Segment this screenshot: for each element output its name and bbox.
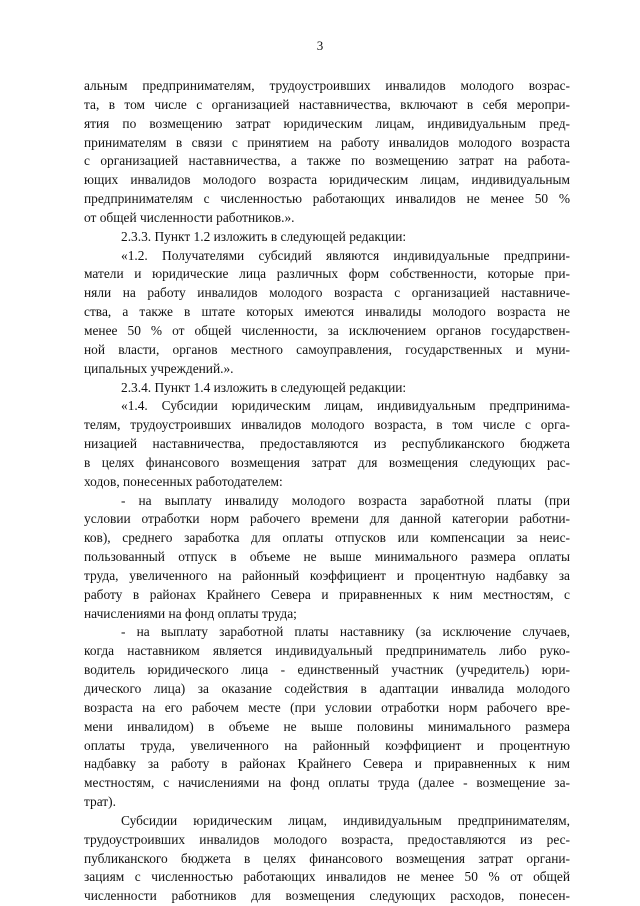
text-line: начислениями на фонд оплаты труда;: [84, 605, 297, 621]
text-line: няли на работу инвалидов молодого возраста с организацией наставниче-: [84, 285, 570, 301]
text-line: пользованный отпуск в объеме не выше минимального размера оплаты: [84, 549, 570, 565]
text-line: возраста на его рабочем месте (при условии отработки норм рабочего вре-: [84, 699, 570, 715]
text-line: ходов, понесенных работодателем:: [84, 473, 283, 489]
text-line: условии отработки норм рабочего времени для данной категории работни-: [84, 511, 570, 527]
text-line: зациям с численностью работающих инвалидов не менее 50 % от общей: [84, 869, 570, 885]
text-line: менее 50 % от общей численности, за исключением органов государствен-: [84, 322, 570, 338]
text-line: 2.3.3. Пункт 1.2 изложить в следующей редакции:: [121, 228, 407, 244]
text-line: - на выплату инвалиду молодого возраста заработной платы (при: [121, 492, 570, 508]
text-line: Субсидии юридическим лицам, индивидуальным предпринимателям,: [121, 812, 570, 828]
document-body: [84, 77, 570, 906]
text-line: «1.4. Субсидии юридическим лицам, индивидуальным предпринима-: [121, 398, 570, 414]
text-line: труда, увеличенного на районный коэффициент и процентную надбавку за: [84, 567, 570, 583]
text-line: предпринимателям с численностью работающих инвалидов не менее 50 %: [84, 191, 570, 207]
text-line: принимателям в связи с принятием на работу инвалидов молодого возраста: [84, 134, 570, 150]
text-line: та, в том числе с организацией наставничества, включают в себя меропри-: [84, 96, 570, 112]
text-line: водитель юридического лица - единственный участник (учредитель) юри-: [84, 662, 570, 678]
text-line: - на выплату заработной платы наставнику (за исключение случаев,: [121, 624, 570, 640]
text-line: когда наставником является индивидуальный предприниматель либо руко-: [84, 643, 570, 659]
text-line: ной власти, органов местного самоуправления, государственных и муни-: [84, 341, 570, 357]
text-line: ятия по возмещению затрат юридическим лицам, индивидуальным пред-: [84, 115, 570, 131]
text-line: ства, а также в штате которых имеются инвалиды молодого возраста не: [84, 304, 570, 320]
text-line: «1.2. Получателями субсидий являются индивидуальные предприни-: [121, 247, 570, 263]
page-number: 3: [316, 38, 324, 53]
text-line: оплаты труда, увеличенного на районный коэффициент и процентную: [84, 737, 570, 753]
text-line: мени инвалидом) в объеме не выше половины минимального размера: [84, 718, 570, 734]
text-line: ющих инвалидов молодого возраста юридическим лицам, индивидуальным: [84, 172, 570, 188]
text-line: телям, трудоустроивших инвалидов молодого возраста, в том числе с орга-: [84, 417, 570, 433]
text-line: местностям, с начислениями на фонд оплаты труда (далее - возмещение за-: [84, 775, 570, 791]
text-line: надбавку за работу в районах Крайнего Севера и приравненных к ним: [84, 756, 570, 772]
text-line: трат).: [84, 794, 116, 810]
text-line: матели и юридические лица различных форм собственности, которые при-: [84, 266, 570, 282]
text-line: трудоустроивших инвалидов молодого возраста, предоставляются из рес-: [84, 831, 570, 847]
text-line: 2.3.4. Пункт 1.4 изложить в следующей редакции:: [121, 379, 407, 395]
text-line: публиканского бюджета в целях финансового возмещения затрат органи-: [84, 850, 570, 866]
text-line: дического лица) за оказание содействия в адаптации инвалида молодого: [84, 681, 570, 696]
text-line: ципальных учреждений.».: [84, 360, 234, 376]
text-line: работу в районах Крайнего Севера и приравненных к ним местностям, с: [84, 586, 570, 602]
text-line: ков), среднего заработка для оплаты отпусков или компенсации за неис-: [84, 530, 570, 546]
text-line: альным предпринимателям, трудоустроивших инвалидов молодого возрас-: [84, 78, 570, 93]
text-line: численности работников для возмещения следующих расходов, понесен-: [84, 888, 570, 904]
text-line: от общей численности работников.».: [84, 209, 295, 225]
text-line: низацией наставничества, предоставляются из республиканского бюджета: [84, 436, 570, 452]
text-line: в целях финансового возмещения затрат для возмещения следующих рас-: [84, 454, 570, 470]
text-line: с организацией наставничества, а также по возмещению затрат на работа-: [84, 153, 570, 169]
